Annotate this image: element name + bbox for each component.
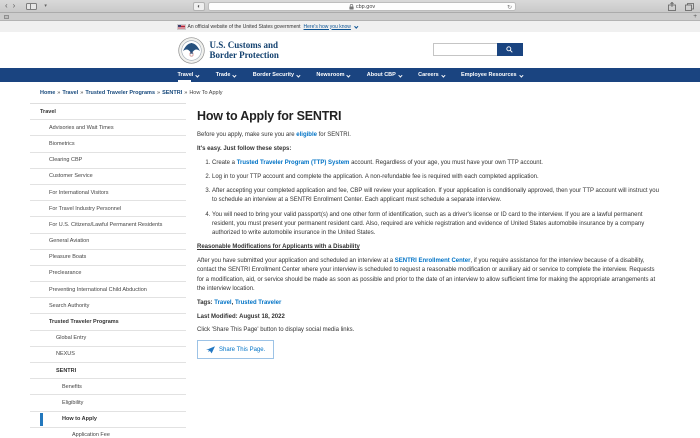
sidebar-item-customer-service[interactable]: Customer Service bbox=[30, 169, 186, 185]
ttp-system-link[interactable]: Trusted Traveler Program (TTP) System bbox=[236, 159, 350, 166]
sidebar-item-child-abduction[interactable]: Preventing International Child Abduction bbox=[30, 282, 186, 298]
back-button[interactable]: ‹ bbox=[5, 1, 8, 10]
search-button[interactable] bbox=[497, 43, 523, 56]
apply-steps-list bbox=[197, 159, 660, 238]
sidebar-item-global-entry[interactable]: Global Entry bbox=[30, 331, 186, 347]
breadcrumb: Home » Travel » Trusted Traveler Programs » SENTRI » How To Apply bbox=[40, 90, 223, 96]
sidebar-item-how-to-apply[interactable]: How to Apply bbox=[30, 412, 186, 428]
reasonable-modifications-heading: Reasonable Modifications for Applicants with a Disability bbox=[197, 244, 360, 251]
sidebar-item-advisories[interactable]: Advisories and Wait Times bbox=[30, 120, 186, 136]
search-icon bbox=[506, 46, 513, 53]
breadcrumb-home[interactable]: Home bbox=[40, 90, 56, 96]
gov-banner-link[interactable]: Here's how you know bbox=[303, 23, 351, 30]
sidebar-item-trusted-traveler-programs[interactable]: Trusted Traveler Programs bbox=[30, 314, 186, 330]
main-nav bbox=[0, 68, 700, 82]
chevron-down-icon bbox=[196, 73, 200, 77]
nav-item-employee-resources[interactable]: Employee Resources bbox=[461, 68, 522, 82]
gov-banner-text: An official website of the United States government bbox=[187, 23, 301, 30]
site-header bbox=[0, 32, 700, 68]
sidebar-item-preclearance[interactable]: Preclearance bbox=[30, 266, 186, 282]
step-1: 1. Create a Trusted Traveler Program (TTP) System account. Regardless of your age, you must have your own TTP account. bbox=[212, 159, 660, 168]
sidebar-item-application-fee[interactable]: Application Fee bbox=[30, 428, 186, 438]
sidebar-item-travel-industry[interactable]: For Travel Industry Personnel bbox=[30, 201, 186, 217]
sidebar-chevron-icon[interactable]: ▾ bbox=[44, 2, 47, 9]
step-2: 2. Log in to your TTP account and complete the application. A non-refundable fee is required with each completed application. bbox=[212, 173, 660, 182]
sidebar-item-clearing-cbp[interactable]: Clearing CBP bbox=[30, 153, 186, 169]
tag-travel-link[interactable]: Travel bbox=[214, 299, 232, 306]
share-note: Click 'Share This Page' button to display social media links. bbox=[197, 327, 355, 334]
sidebar-item-travel[interactable]: Travel bbox=[30, 104, 186, 120]
sidebar-toggle-icon[interactable] bbox=[26, 3, 37, 10]
chevron-down-icon bbox=[233, 73, 237, 77]
tags-line: Tags: Travel, Trusted Traveler bbox=[197, 299, 282, 306]
intro-paragraph: Before you apply, make sure you are eligible for SENTRI. bbox=[197, 132, 351, 139]
nav-item-careers[interactable]: Careers bbox=[418, 68, 444, 82]
sidebar-item-sentri[interactable]: SENTRI bbox=[30, 363, 186, 379]
left-sidebar-menu bbox=[30, 103, 186, 438]
sidebar-item-us-citizens[interactable]: For U.S. Citizens/Lawful Permanent Residents bbox=[30, 217, 186, 233]
site-search bbox=[433, 43, 523, 56]
tag-trusted-traveler-link[interactable]: Trusted Traveler bbox=[234, 299, 282, 306]
address-bar[interactable] bbox=[208, 2, 516, 11]
breadcrumb-sentri[interactable]: SENTRI bbox=[162, 90, 183, 96]
nav-item-newsroom[interactable]: Newsroom bbox=[316, 68, 350, 82]
chevron-down-icon bbox=[441, 73, 445, 77]
breadcrumb-trusted-traveler-programs[interactable]: Trusted Traveler Programs bbox=[85, 90, 156, 96]
share-this-page-button[interactable]: Share This Page. bbox=[197, 340, 274, 359]
eligible-link[interactable]: eligible bbox=[296, 132, 317, 139]
cbp-seal-logo[interactable] bbox=[178, 37, 205, 64]
breadcrumb-current: How To Apply bbox=[189, 90, 223, 96]
forward-button[interactable]: › bbox=[12, 1, 16, 10]
gov-banner bbox=[0, 21, 700, 32]
chevron-down-icon bbox=[398, 73, 402, 77]
nav-item-travel[interactable]: Travel bbox=[178, 68, 200, 82]
new-tab-button[interactable]: + bbox=[693, 13, 697, 20]
reasonable-modifications-paragraph: After you have submitted your application and scheduled an interview at a SENTRI Enrollment Center, if you require assistance for the interview because of a disability, contact the SENTRI Enrollment Center where your interview is scheduled to request a reasonable modification or auxiliary aid or service to complete the interview. Requests for a modification, aid, or service should be made as soon as possible and prior to the date of an interview to allow sufficient time for making the appropriate arrangements at the interview location. bbox=[197, 258, 656, 292]
url-text: cbp.gov bbox=[355, 3, 376, 10]
enrollment-center-link[interactable]: SENTRI Enrollment Center bbox=[394, 258, 471, 265]
chevron-down-icon bbox=[347, 73, 351, 77]
chevron-down-icon bbox=[296, 73, 300, 77]
chevron-down-icon[interactable] bbox=[354, 25, 358, 29]
browser-toolbar bbox=[0, 0, 700, 13]
us-flag-icon bbox=[178, 25, 185, 29]
tab-bar bbox=[0, 13, 700, 21]
paper-plane-icon bbox=[206, 346, 215, 354]
breadcrumb-travel[interactable]: Travel bbox=[62, 90, 79, 96]
nav-item-trade[interactable]: Trade bbox=[216, 68, 236, 82]
sidebar-item-biometrics[interactable]: Biometrics bbox=[30, 136, 186, 152]
last-modified: Last Modified: August 18, 2022 bbox=[197, 313, 285, 320]
chevron-down-icon bbox=[519, 73, 523, 77]
step-3: 3. After accepting your completed application and fee, CBP will review your application. If your application is conditionally approved, then your TTP account will instruct you to schedule an interview at a SENTRI Enrollment Center. Each applicant must schedule a separate interview. bbox=[212, 187, 660, 206]
page-title: How to Apply for SENTRI bbox=[197, 109, 342, 123]
nav-item-about-cbp[interactable]: About CBP bbox=[367, 68, 402, 82]
sidebar-item-search-authority[interactable]: Search Authority bbox=[30, 298, 186, 314]
reader-icon[interactable]: ◐ bbox=[193, 2, 205, 11]
sidebar-item-benefits[interactable]: Benefits bbox=[30, 379, 186, 395]
agency-name[interactable]: U.S. Customs and Border Protection bbox=[209, 39, 279, 60]
nav-item-border-security[interactable]: Border Security bbox=[253, 68, 300, 82]
sidebar-item-international-visitors[interactable]: For International Visitors bbox=[30, 185, 186, 201]
sidebar-item-pleasure-boats[interactable]: Pleasure Boats bbox=[30, 250, 186, 266]
lock-icon bbox=[349, 4, 354, 10]
lead-text: It's easy. Just follow these steps: bbox=[197, 146, 292, 153]
sidebar-item-nexus[interactable]: NEXUS bbox=[30, 347, 186, 363]
sidebar-item-eligibility[interactable]: Eligibility bbox=[30, 395, 186, 411]
tab-favicon[interactable] bbox=[4, 15, 9, 19]
reload-icon[interactable]: ↻ bbox=[506, 4, 512, 11]
sidebar-item-general-aviation[interactable]: General Aviation bbox=[30, 234, 186, 250]
share-icon[interactable] bbox=[668, 2, 676, 11]
step-4: 4. You will need to bring your valid passport(s) and one other form of identification, such as a driver's license or ID card to the interview. If you are a lawful permanent resident, you must present your permanent resident card. Also, required are vehicle registration and evidence of United States automobile insurance by a company authorized to write automobile insurance in the United States. bbox=[212, 211, 660, 239]
main-content bbox=[197, 103, 660, 438]
search-input[interactable] bbox=[433, 43, 497, 56]
tabs-icon[interactable] bbox=[685, 3, 694, 11]
